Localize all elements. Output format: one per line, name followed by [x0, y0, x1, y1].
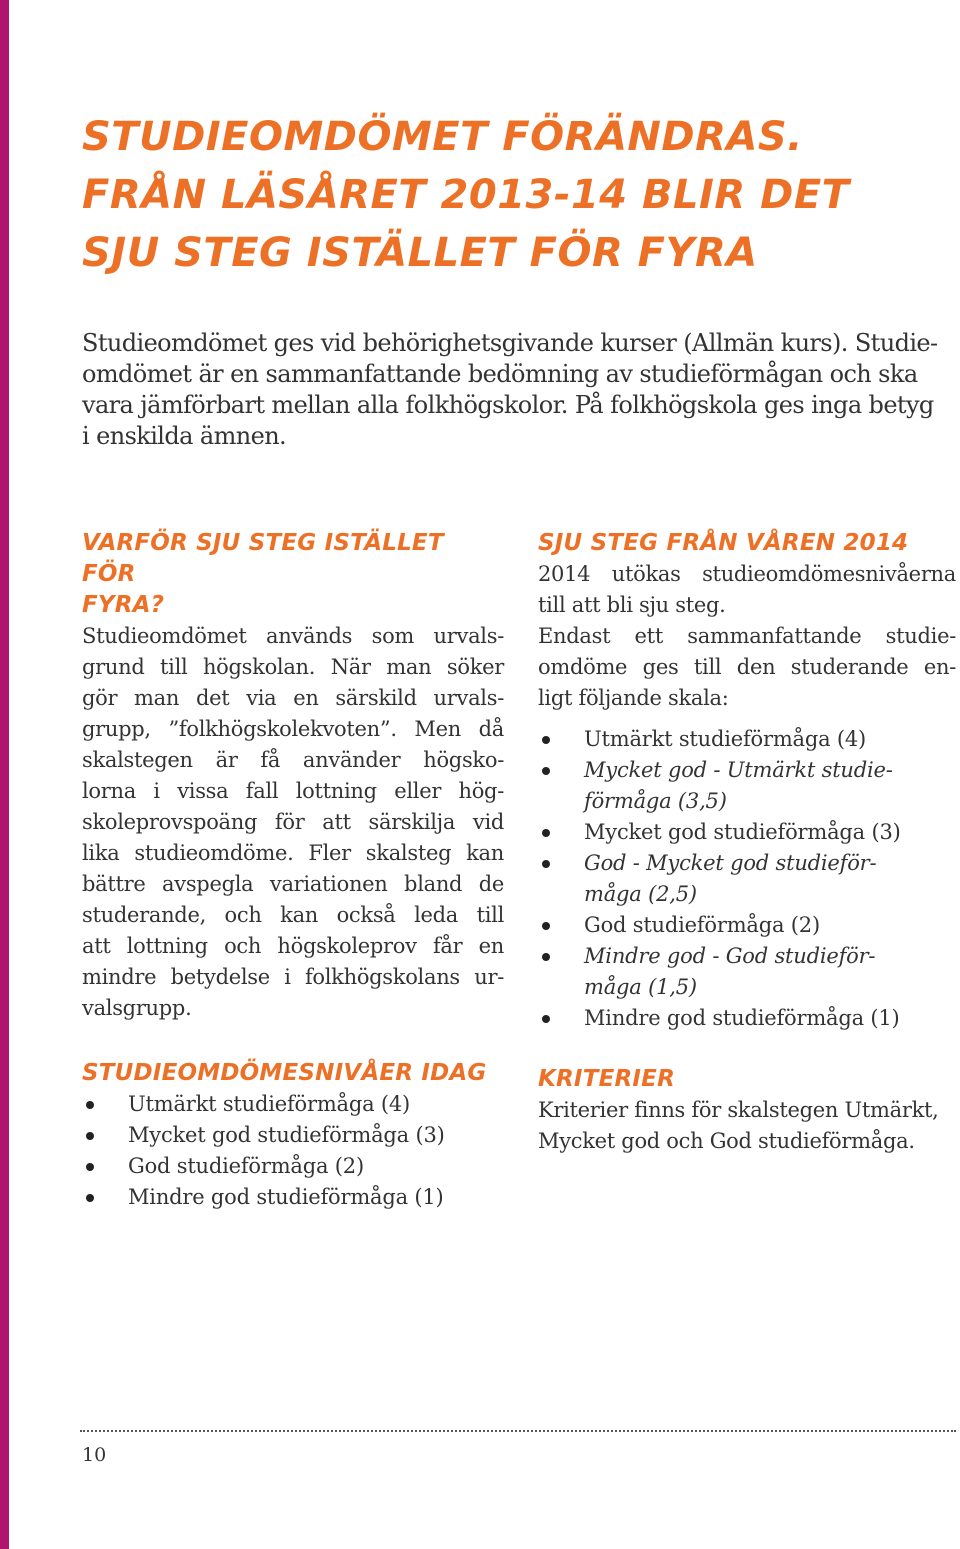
bullet-icon: [86, 1163, 94, 1171]
seven-steps-list: [538, 724, 956, 1034]
paragraph-line: skoleprovspoäng för att särskilja vid: [82, 810, 504, 834]
list-item: Mycket god - Utmärkt studie- förmåga (3,5): [538, 755, 956, 817]
list-item: Utmärkt studieförmåga (4): [82, 1089, 504, 1120]
paragraph-line: Kriterier finns för skalstegen Utmärkt,: [538, 1098, 939, 1122]
bullet-icon: [542, 829, 550, 837]
bullet-icon: [542, 860, 550, 868]
left-column: [82, 528, 504, 1213]
paragraph-line: studerande, och kan också leda till: [82, 903, 504, 927]
paragraph-line: valsgrupp.: [82, 996, 192, 1020]
intro-line: Studieomdömet ges vid behörighetsgivande kurser (Allmän kurs). Studie-: [82, 329, 938, 357]
paragraph-line: omdöme ges till den studerande en-: [538, 655, 956, 679]
levels-today-heading: STUDIEOMDÖMESNIVÅER IDAG: [82, 1060, 487, 1086]
paragraph-line: skalstegen är få använder högsko-: [82, 748, 504, 772]
intro-line: omdömet är en sammanfattande bedömning av studieförmågan och ska: [82, 360, 918, 388]
bullet-icon: [86, 1132, 94, 1140]
list-item: God - Mycket god studieför- måga (2,5): [538, 848, 956, 910]
page-number: 10: [82, 1444, 107, 1466]
bullet-icon: [86, 1101, 94, 1109]
title-line: SJU STEG ISTÄLLET FÖR FYRA: [82, 230, 758, 276]
paragraph-line: ligt följande skala:: [538, 686, 729, 710]
bullet-icon: [542, 767, 550, 775]
title-line: FRÅN LÄSÅRET 2013-14 BLIR DET: [82, 172, 850, 218]
paragraph-line: till att bli sju steg.: [538, 593, 726, 617]
heading-line: VARFÖR SJU STEG ISTÄLLET FÖR: [82, 530, 444, 587]
paragraph-line: Mycket god och God studieförmåga.: [538, 1129, 915, 1153]
paragraph-line: gör man det via en särskild urvals-: [82, 686, 504, 710]
intro-line: vara jämförbart mellan alla folkhögskolor. På folkhögskola ges inga betyg: [82, 391, 934, 419]
criteria-heading: KRITERIER: [538, 1066, 675, 1092]
page-edge-bar: [0, 0, 9, 1549]
page-title: [82, 108, 849, 282]
bullet-icon: [542, 922, 550, 930]
title-line: STUDIEOMDÖMET FÖRÄNDRAS.: [82, 114, 803, 160]
paragraph-line: lorna i vissa fall lottning eller hög-: [82, 779, 504, 803]
bullet-icon: [86, 1194, 94, 1202]
list-item: God studieförmåga (2): [538, 910, 956, 941]
paragraph-line: Endast ett sammanfattande studie-: [538, 624, 956, 648]
seven-steps-paragraph: [538, 559, 956, 714]
bullet-icon: [542, 953, 550, 961]
intro-paragraph: [82, 328, 954, 452]
bullet-icon: [542, 736, 550, 744]
paragraph-line: bättre avspegla variationen bland de: [82, 872, 504, 896]
paragraph-line: att lottning och högskoleprov får en: [82, 934, 504, 958]
right-column: [538, 528, 956, 1157]
why-seven-steps-heading: [82, 528, 504, 621]
list-item: Mycket god studieförmåga (3): [82, 1120, 504, 1151]
footer-divider: [80, 1430, 956, 1432]
paragraph-line: mindre betydelse i folkhögskolans ur-: [82, 965, 504, 989]
criteria-paragraph: [538, 1095, 956, 1157]
levels-today-list: [82, 1089, 504, 1213]
paragraph-line: lika studieomdöme. Fler skalsteg kan: [82, 841, 504, 865]
list-item: Utmärkt studieförmåga (4): [538, 724, 956, 755]
list-item: God studieförmåga (2): [82, 1151, 504, 1182]
list-item: Mindre god studieförmåga (1): [82, 1182, 504, 1213]
heading-line: FYRA?: [82, 592, 165, 618]
list-item: Mycket god studieförmåga (3): [538, 817, 956, 848]
seven-steps-heading: SJU STEG FRÅN VÅREN 2014: [538, 530, 909, 556]
bullet-icon: [542, 1015, 550, 1023]
list-item: Mindre god studieförmåga (1): [538, 1003, 956, 1034]
why-seven-steps-paragraph: [82, 621, 504, 1024]
paragraph-line: grund till högskolan. När man söker: [82, 655, 504, 679]
intro-line: i enskilda ämnen.: [82, 422, 287, 450]
paragraph-line: grupp, ”folkhögskolekvoten”. Men då: [82, 717, 504, 741]
paragraph-line: Studieomdömet används som urvals-: [82, 624, 504, 648]
list-item: Mindre god - God studieför- måga (1,5): [538, 941, 956, 1003]
paragraph-line: 2014 utökas studieomdömesnivåerna: [538, 562, 956, 586]
